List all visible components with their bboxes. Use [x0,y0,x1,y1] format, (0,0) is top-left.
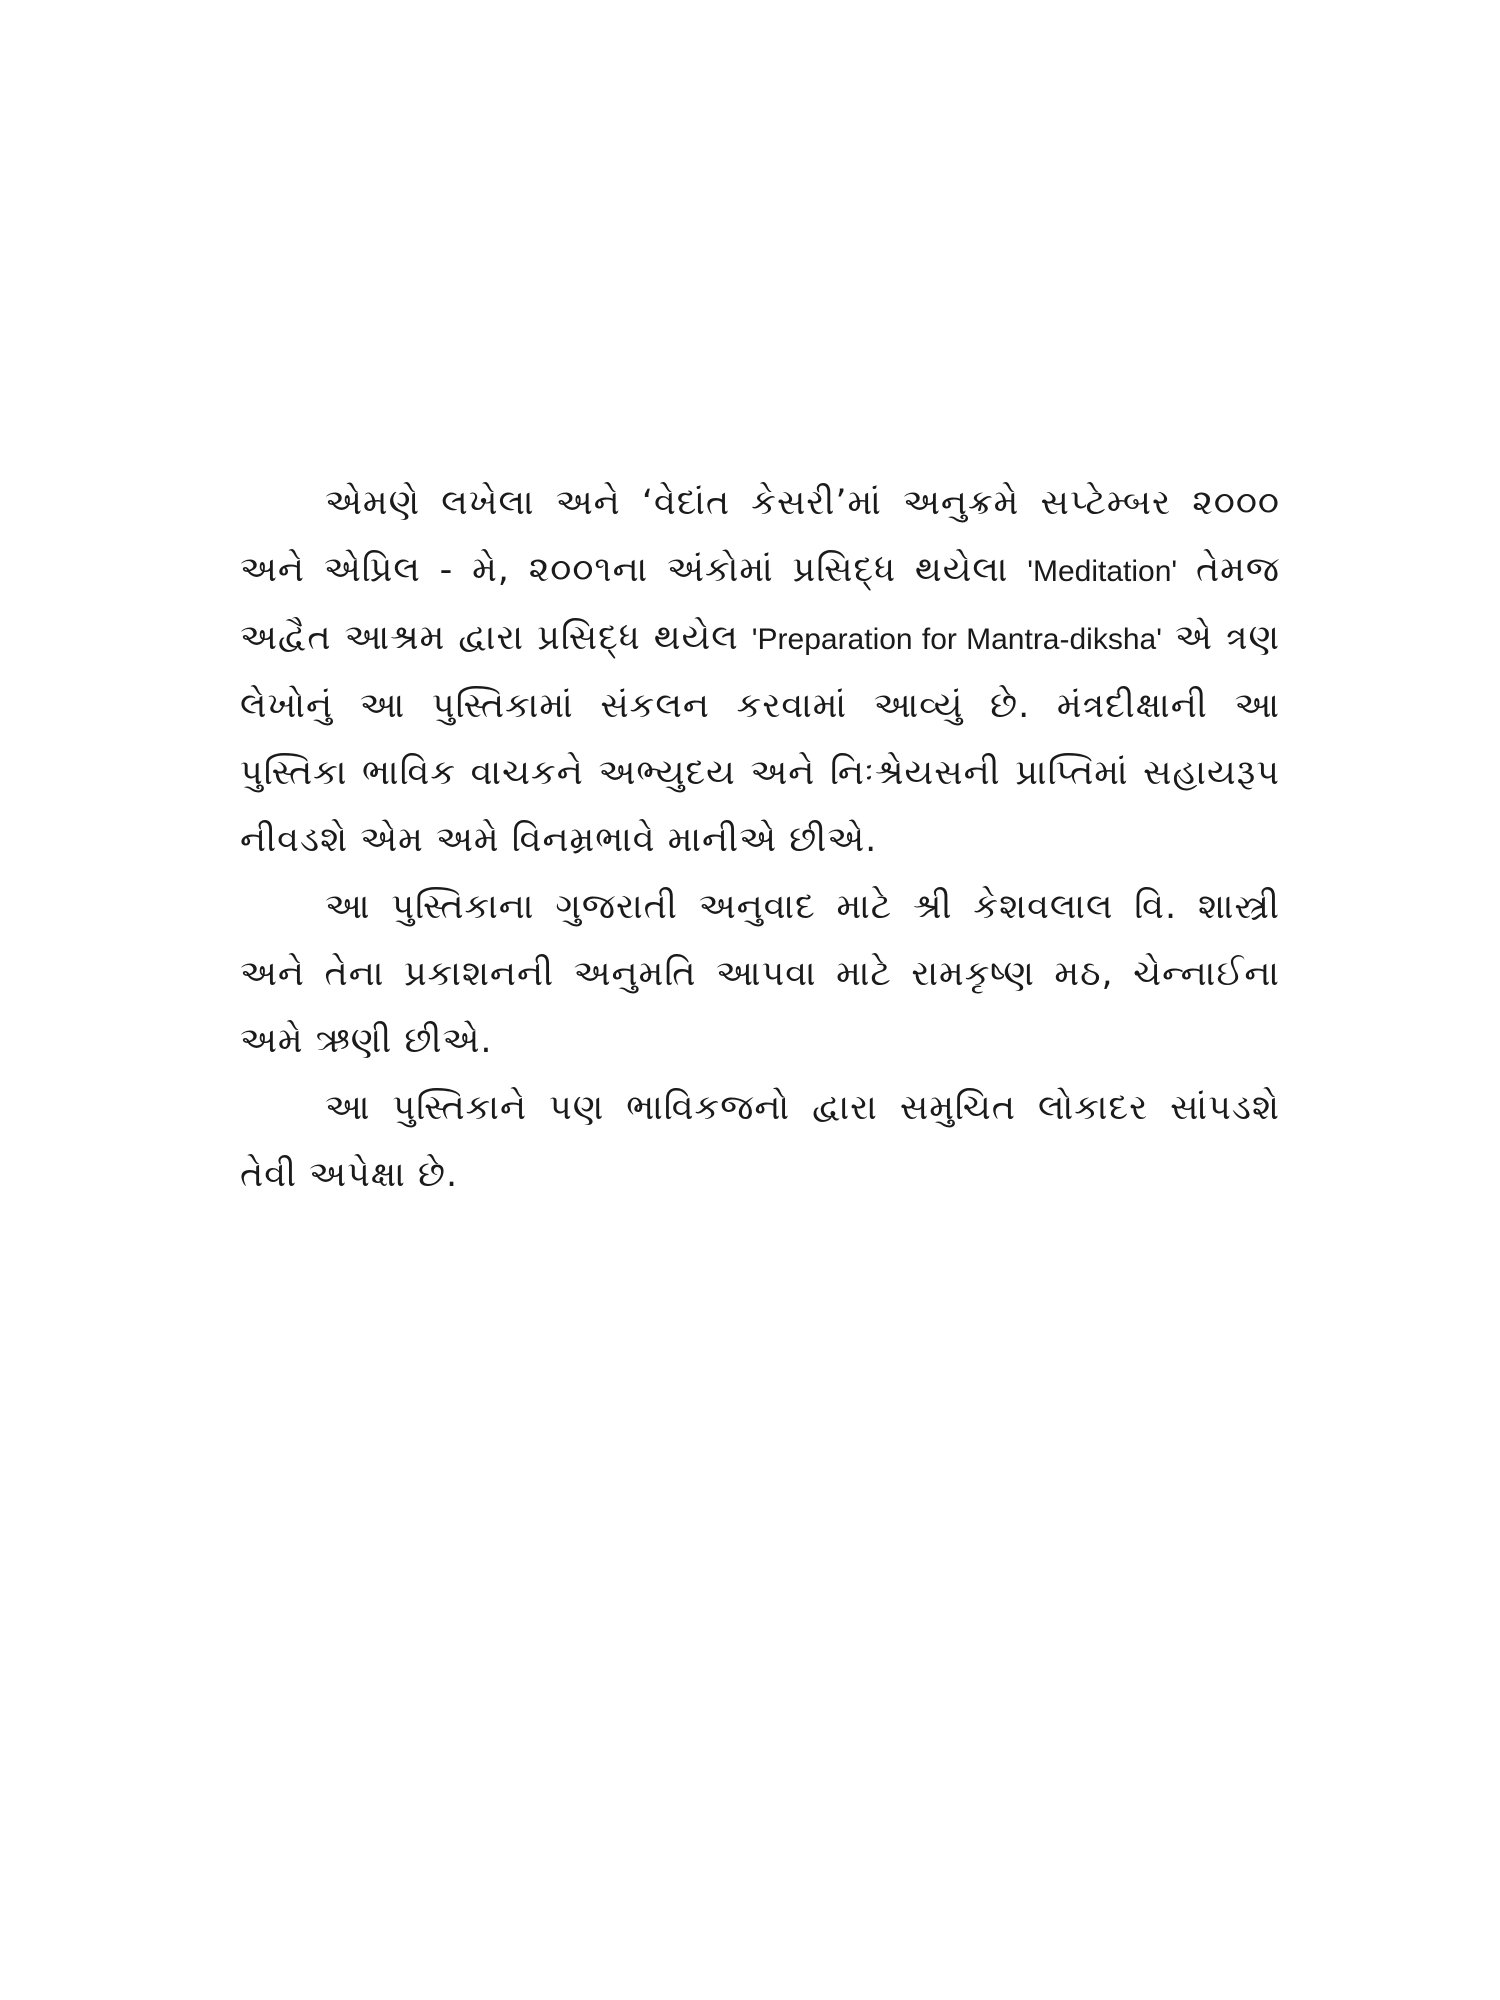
paragraph-2: આ પુસ્તિકાના ગુજરાતી અનુવાદ માટે શ્રી કેશવલાલ વિ. શાસ્ત્રી અને તેના પ્રકાશનની અનુમતિ આપવા માટે રામકૃષ્ણ મઠ, ચેન્નાઈના અમે ઋણી છીએ. [240,887,1280,1061]
paragraph-3: આ પુસ્તિકાને પણ ભાવિકજનો દ્વારા સમુચિત લોકાદર સાંપડશે તેવી અપેક્ષા છે. [240,1088,1280,1195]
paragraph-1-part-2: તેમજ અદ્વૈત આશ્રમ દ્વારા પ્રસિદ્ધ થયેલ [240,550,1280,658]
paragraph-1 [240,470,1280,874]
paragraph-1-part-3: એ ત્રણ લેખોનું આ પુસ્તિકામાં સંકલન કરવામાં આવ્યું છે. મંત્રદીક્ષાની આ પુસ્તિકા ભાવિક વાચકને અભ્યુદય અને નિઃશ્રેયસની પ્રાપ્તિમાં સહાયરૂપ નીવડશે એમ અમે વિનમ્રભાવે માનીએ છીએ. [240,618,1280,860]
paragraph-1-part-1: એમણે લખેલા અને ‘વેદાંત કેસરી’માં અનુક્રમે સપ્ટેમ્બર ૨૦૦૦ અને એપ્રિલ - મે, ૨૦૦૧ના અંકોમાં પ્રસિદ્ધ થયેલા [240,483,1280,590]
meditation-title: 'Meditation' [1027,555,1178,588]
body-text [240,470,1280,1209]
preparation-title: 'Preparation for Mantra-diksha' [751,623,1162,656]
